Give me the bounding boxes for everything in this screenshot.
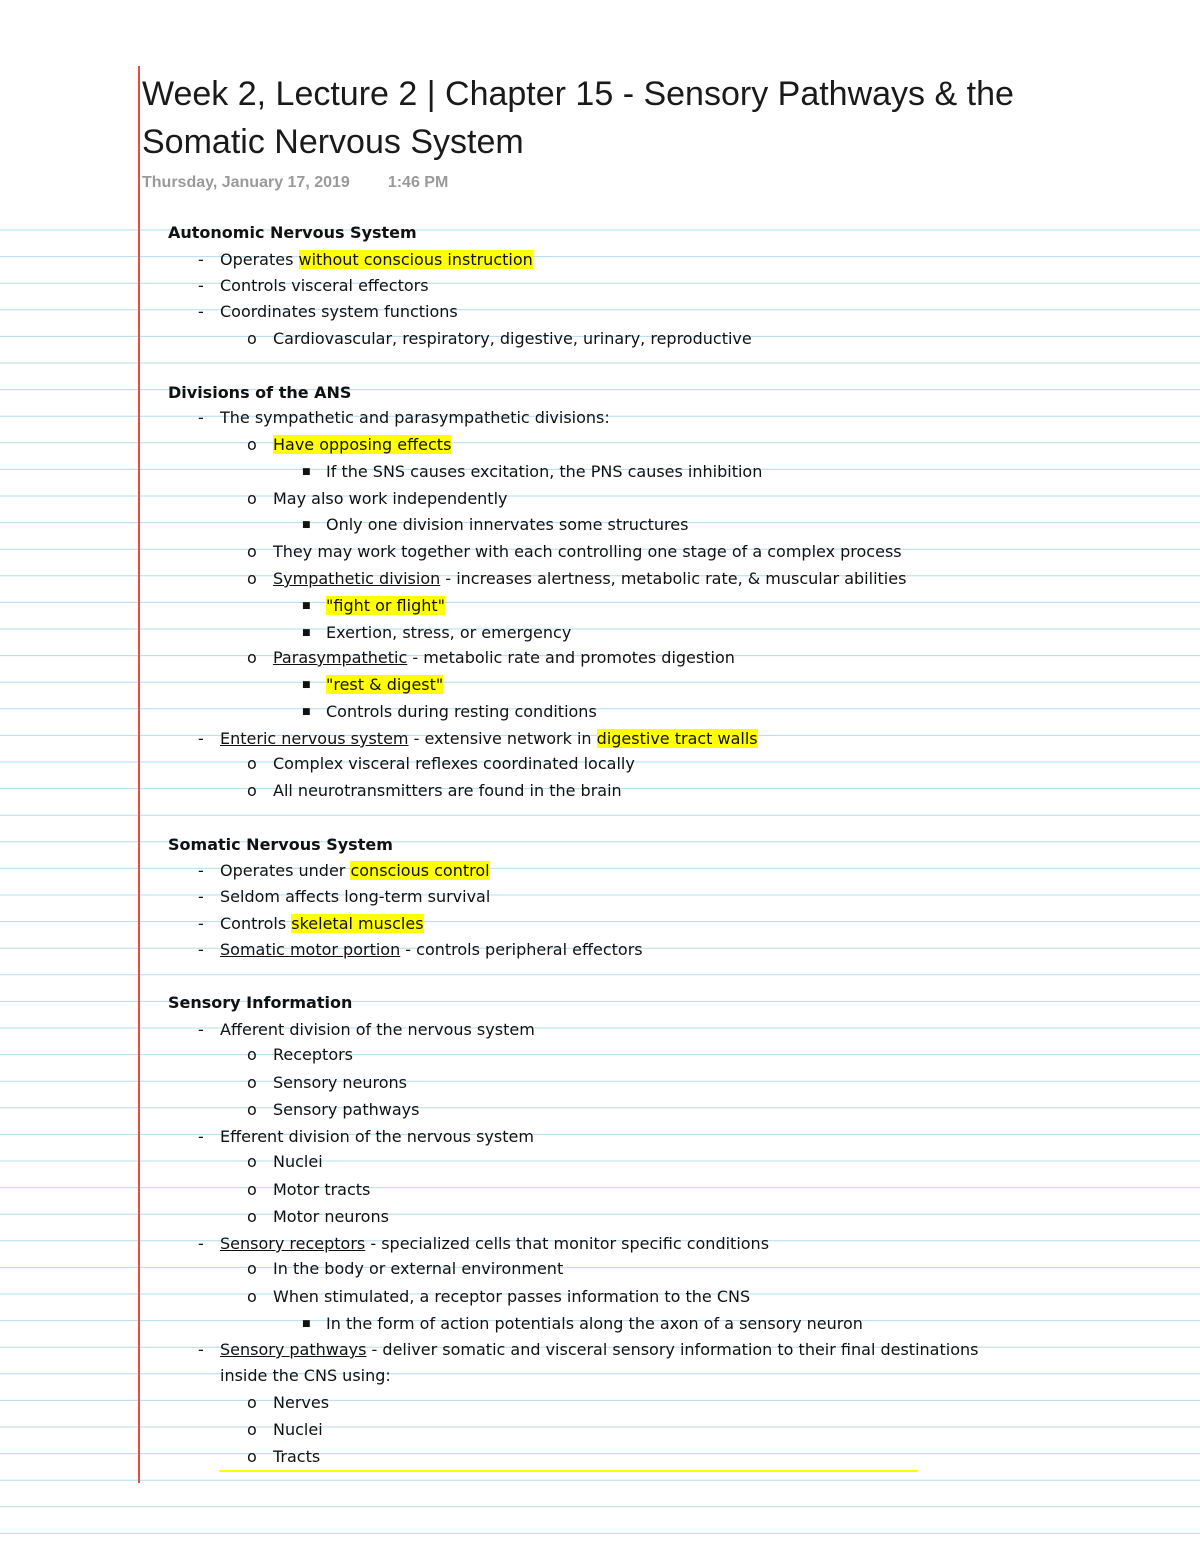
dash-bullet-icon: - [198,250,204,269]
list-item: o Motor neurons [247,1207,389,1226]
list-item: o Sensory pathways [247,1100,420,1119]
highlight: skeletal muscles [291,914,424,933]
dash-bullet-icon: - [198,729,204,748]
list-item: - The sympathetic and parasympathetic divisions: [198,408,610,427]
section-heading: Divisions of the ANS [168,383,352,402]
dash-bullet-icon: - [198,1127,204,1146]
highlight: conscious control [350,861,490,880]
list-item: - Operates without conscious instruction [198,250,533,269]
highlight: digestive tract walls [596,729,758,748]
list-item: o Cardiovascular, respiratory, digestive, urinary, reproductive [247,329,752,348]
filled-square-bullet-icon: ■ [302,467,311,477]
list-item: o In the body or external environment [247,1259,564,1278]
dash-bullet-icon: - [198,1020,204,1039]
section-heading: Somatic Nervous System [168,835,393,854]
date-time [142,174,448,192]
filled-square-bullet-icon: ■ [302,520,311,530]
hollow-circle-bullet-icon: o [247,1180,257,1199]
hollow-circle-bullet-icon: o [247,1152,257,1171]
list-item: ■ In the form of action potentials along the axon of a sensory neuron [302,1314,863,1333]
list-item: - Enteric nervous system - extensive network in digestive tract walls [198,729,758,748]
list-item: ■ If the SNS causes excitation, the PNS causes inhibition [302,462,763,481]
filled-square-bullet-icon: ■ [302,601,311,611]
list-item: o Nuclei [247,1420,323,1439]
list-item: ■ Exertion, stress, or emergency [302,623,572,642]
list-item: o They may work together with each controlling one stage of a complex process [247,542,902,561]
list-item [302,674,444,696]
dash-bullet-icon: - [198,302,204,321]
list-item: o Sensory neurons [247,1073,408,1092]
hollow-circle-bullet-icon: o [247,648,257,667]
dash-bullet-icon: - [198,276,204,295]
hollow-circle-bullet-icon: o [247,1073,257,1092]
underlined-term: Sensory pathways [220,1340,367,1359]
list-item: - Seldom affects long-term survival [198,887,491,906]
list-item: o Receptors [247,1045,354,1064]
list-item: - Controls skeletal muscles [198,914,424,933]
highlight: "rest & digest" [326,675,444,694]
underlined-term: Sympathetic division [273,569,441,588]
section-heading: Sensory Information [168,993,353,1012]
dash-bullet-icon: - [198,408,204,427]
list-item: - Coordinates system functions [198,302,458,321]
list-item: o May also work independently [247,489,508,508]
hollow-circle-bullet-icon: o [247,1287,257,1306]
list-item: - Afferent division of the nervous system [198,1020,535,1039]
hollow-circle-bullet-icon: o [247,329,257,348]
list-item: ■ Only one division innervates some structures [302,515,689,534]
filled-square-bullet-icon: ■ [302,628,311,638]
list-item: - Somatic motor portion - controls peripheral effectors [198,940,643,959]
note-date: Thursday, January 17, 2019 [142,174,350,191]
list-item: o Nuclei [247,1152,323,1171]
hollow-circle-bullet-icon: o [247,1393,257,1412]
margin-line [138,66,140,1483]
list-item-continuation: inside the CNS using: [220,1366,391,1385]
hollow-circle-bullet-icon: o [247,489,257,508]
hollow-circle-bullet-icon: o [247,781,257,800]
page-title: Week 2, Lecture 2 | Chapter 15 - Sensory Pathways & the Somatic Nervous System [142,75,1014,161]
hollow-circle-bullet-icon: o [247,542,257,561]
hollow-circle-bullet-icon: o [247,1259,257,1278]
hollow-circle-bullet-icon: o [247,1100,257,1119]
filled-square-bullet-icon: ■ [302,680,311,690]
dash-bullet-icon: - [198,940,204,959]
hollow-circle-bullet-icon: o [247,754,257,773]
underlined-term: Somatic motor portion [220,940,401,959]
list-item: o When stimulated, a receptor passes information to the CNS [247,1287,751,1306]
list-item: - Efferent division of the nervous system [198,1127,534,1146]
filled-square-bullet-icon: ■ [302,707,311,717]
hollow-circle-bullet-icon: o [247,1207,257,1226]
list-item: - Operates under conscious control [198,861,490,880]
dash-bullet-icon: - [198,914,204,933]
list-item: - Sensory pathways - deliver somatic and visceral sensory information to their final destinations [198,1340,979,1359]
list-item: o Parasympathetic - metabolic rate and promotes digestion [247,648,735,667]
hollow-circle-bullet-icon: o [247,1420,257,1439]
list-item [247,434,452,456]
list-item: o Nerves [247,1393,330,1412]
underlined-term: Parasympathetic [273,648,408,667]
highlight: "fight or flight" [326,596,445,615]
section-heading: Autonomic Nervous System [168,223,417,242]
filled-square-bullet-icon: ■ [302,1319,311,1329]
list-item: o Tracts [247,1447,321,1466]
note-time: 1:46 PM [387,174,449,191]
hollow-circle-bullet-icon: o [247,1045,257,1064]
list-item: - Controls visceral effectors [198,276,429,295]
dash-bullet-icon: - [198,1234,204,1253]
list-item: - Sensory receptors - specialized cells that monitor specific conditions [198,1234,770,1253]
highlight: Have opposing effects [273,435,452,454]
list-item: o Motor tracts [247,1180,371,1199]
hollow-circle-bullet-icon: o [247,435,257,454]
list-item: o Sympathetic division - increases alertness, metabolic rate, & muscular abilities [247,569,907,588]
list-item: ■ Controls during resting conditions [302,702,597,721]
highlight-rule [219,1470,917,1472]
list-item: o All neurotransmitters are found in the brain [247,781,622,800]
dash-bullet-icon: - [198,861,204,880]
dash-bullet-icon: - [198,887,204,906]
highlight: without conscious instruction [298,250,533,269]
list-item: o Complex visceral reflexes coordinated locally [247,754,635,773]
hollow-circle-bullet-icon: o [247,569,257,588]
hollow-circle-bullet-icon: o [247,1447,257,1466]
dash-bullet-icon: - [198,1340,204,1359]
underlined-term: Sensory receptors [220,1234,366,1253]
list-item [302,595,445,617]
underlined-term: Enteric nervous system [220,729,409,748]
